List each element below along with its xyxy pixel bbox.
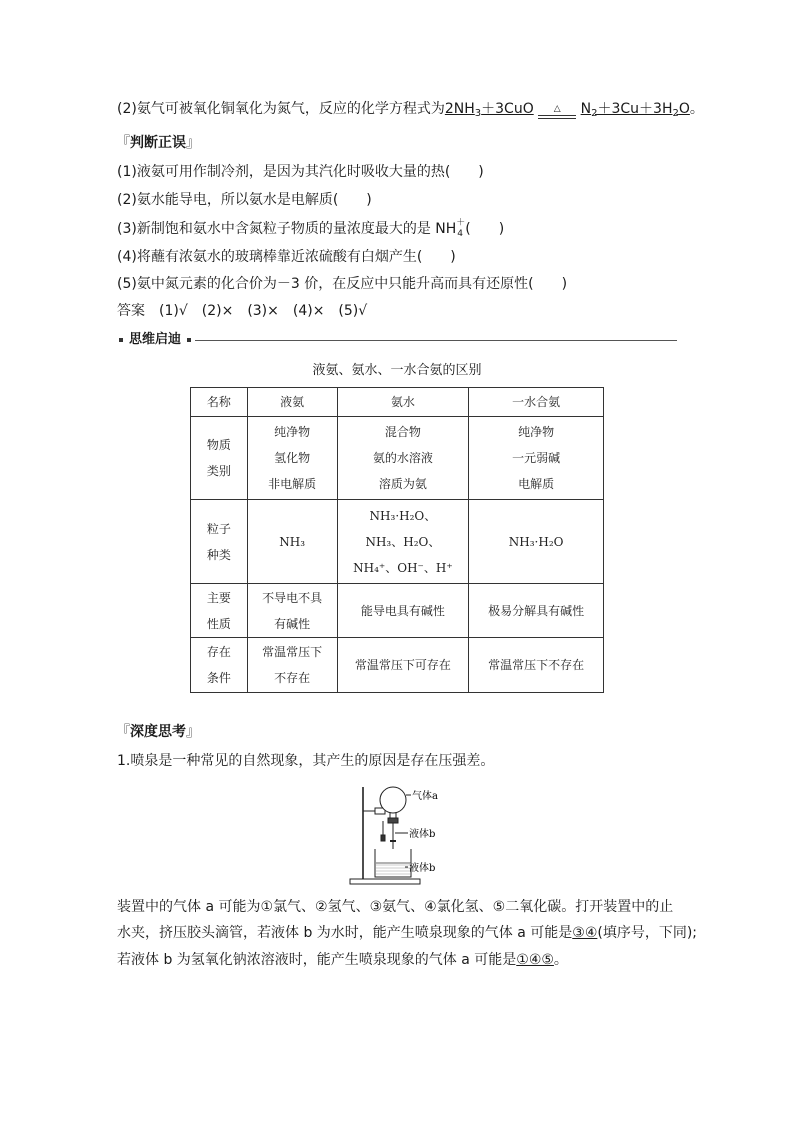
thinking-divider [117,330,677,350]
header-cell: 名称 [191,388,248,417]
answer-label: 答案 [117,303,145,319]
reaction-equation-line: (2)氨气可被氧化铜氧化为氮气，反应的化学方程式为$2NH_3+3CuO$ △ $N_2+3Cu+3H_2O$。 [117,101,704,119]
paragraph-line-1: 装置中的气体 a 可能为①氯气、②氢气、③氨气、④氯化氢、⑤二氧化碳。打开装置中的止 [117,899,674,915]
row-label: 存在 条件 [191,638,248,693]
header-cell: 一水合氨 [469,388,604,417]
table-cell: NH₃·H₂O、 NH₃、H₂O、 NH₄⁺、OH⁻、H⁺ [337,500,469,584]
round-flask [380,787,406,813]
paragraph-line-2: 水夹，挤压胶头滴管，若液体 b 为水时，能产生喷泉现象的气体 a 可能是③④(填序号，下同); [117,925,698,941]
divider-rule [195,340,677,341]
table-header-row [191,388,604,417]
table-cell: 常温常压下不存在 [469,638,604,693]
table-cell: 不导电不具 有碱性 [247,584,337,638]
table-cell: NH₃ [247,500,337,584]
table-cell: 常温常压下 不存在 [247,638,337,693]
deep-title: 深度思考 [130,724,186,740]
header-cell: 氨水 [337,388,469,417]
bullet-square-icon [187,338,191,342]
row-label: 粒子 种类 [191,500,248,584]
answer-line [117,301,367,321]
condition-arrow [538,105,576,119]
label-gas-a: 气体a [412,791,438,802]
deep-section-header: 『深度思考』 [116,724,200,740]
judge-section-header: 『判断正误』 [116,135,200,151]
judge-item-1: (1)液氨可用作制冷剂，是因为其汽化时吸收大量的热( ) [117,164,484,180]
heat-symbol: △ [553,104,561,114]
table-title: 液氨、氨水、一水合氨的区别 [312,363,482,378]
judge-title: 判断正误 [130,135,186,151]
judge-item-5: (5)氨中氮元素的化合价为－3 价，在反应中只能升高而具有还原性( ) [117,276,568,292]
bullet-square-icon [119,338,123,342]
row-label: 主要 性质 [191,584,248,638]
table-row [191,500,604,584]
table-cell: 纯净物 氢化物 非电解质 [247,417,337,500]
label-liquid-b-bottom: 液体b [409,863,436,874]
fountain-apparatus-figure [345,783,455,888]
table-row [191,638,604,693]
header-cell: 液氨 [247,388,337,417]
table-cell: 能导电具有碱性 [337,584,469,638]
table-cell: NH₃·H₂O [469,500,604,584]
table-cell: 常温常压下可存在 [337,638,469,693]
row-label: 物质 类别 [191,417,248,500]
answer-values: (1)√ (2)× (3)× (4)× (5)√ [159,303,368,319]
intro-text: (2)氨气可被氧化铜氧化为氮气，反应的化学方程式为 [117,101,445,117]
table-row [191,584,604,638]
judge-item-3: (3)新制饱和氨水中含氮粒子物质的量浓度最大的是 NH ＋ 4 ( ) [117,218,505,239]
answer-blank-naoh: ①④⑤ [516,952,554,968]
thinking-label: 思维启迪 [129,332,182,347]
equation-reactants: $2NH_3+3CuO$ [444,101,534,119]
label-liquid-b-top: 液体b [409,829,436,840]
judge-item-4: (4)将蘸有浓氨水的玻璃棒靠近浓硫酸有白烟产生( ) [117,249,456,265]
judge-item-2: (2)氨水能导电，所以氨水是电解质( ) [117,192,372,208]
paragraph-line-3: 若液体 b 为氢氧化钠浓溶液时，能产生喷泉现象的气体 a 可能是①④⑤。 [117,952,568,968]
table-row [191,417,604,500]
equation-products: $N_2+3Cu+3H_2O$ [580,101,690,119]
table-cell: 纯净物 一元弱碱 电解质 [469,417,604,500]
table-cell: 混合物 氨的水溶液 溶质为氨 [337,417,469,500]
comparison-table [190,387,604,693]
stand-base [350,879,420,884]
table-cell: 极易分解具有碱性 [469,584,604,638]
answer-blank-water: ③④ [572,925,598,941]
question-1: 1.喷泉是一种常见的自然现象，其产生的原因是存在压强差。 [117,753,495,769]
